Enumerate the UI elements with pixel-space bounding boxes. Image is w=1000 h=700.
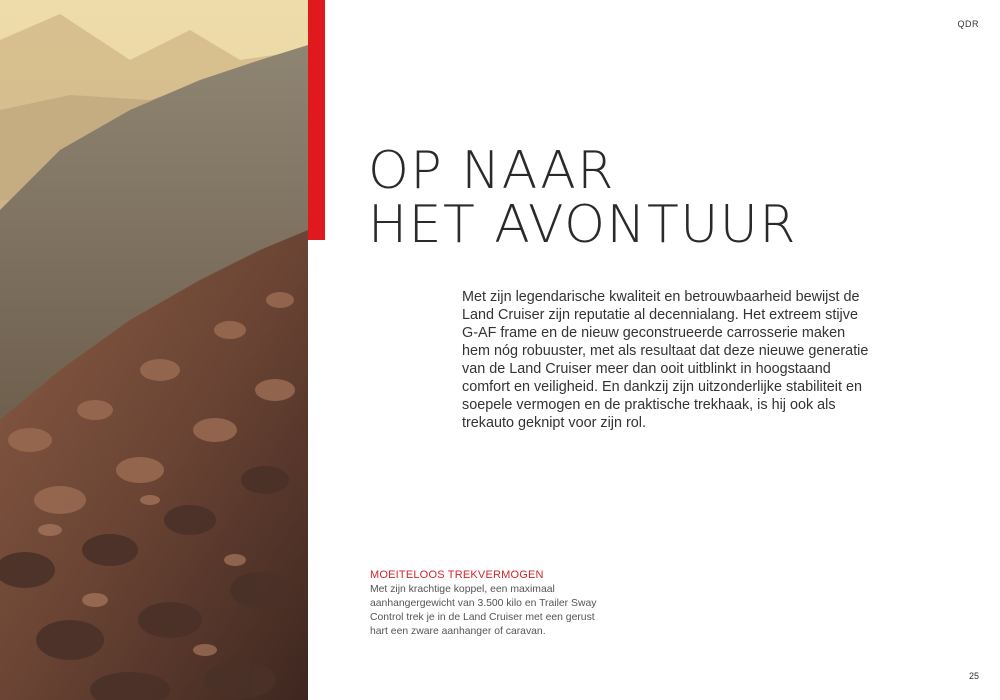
title-line-2: HET AVONTUUR xyxy=(368,195,797,255)
feature-heading: MOEITELOOS TREKVERMOGEN xyxy=(370,569,544,581)
page-title xyxy=(368,141,797,255)
feature-block xyxy=(370,568,600,639)
rocky-mountain-landscape xyxy=(0,0,308,700)
title-line-1: OP NAAR xyxy=(368,141,615,201)
intro-paragraph: Met zijn legendarische kwaliteit en betrouwbaarheid bewijst de Land Cruiser zijn reputatie al decennialang. Het extreem stijve G-AF frame en de nieuw geconstrueerde carrosserie maken hem nóg robuuster, met als resultaat dat deze nieuwe generatie van de Land Cruiser meer dan ooit uitblinkt in hoogstaand comfort en veiligheid. En dankzij zijn uitzonderlijke stabiliteit en soepele vermogen en de praktische trekhaak, is hij ook als trekauto geknipt voor zijn rol. xyxy=(462,289,869,431)
mountain-photo xyxy=(0,0,308,700)
brand-label: QDR xyxy=(957,19,979,29)
page-number: 25 xyxy=(968,671,979,681)
feature-text: Met zijn krachtige koppel, een maximaal aanhangergewicht van 3.500 kilo en Trailer Sway Control trek je in de Land Cruiser met een gerust hart een zware aanhanger of caravan. xyxy=(370,584,597,637)
accent-bar xyxy=(308,0,325,240)
